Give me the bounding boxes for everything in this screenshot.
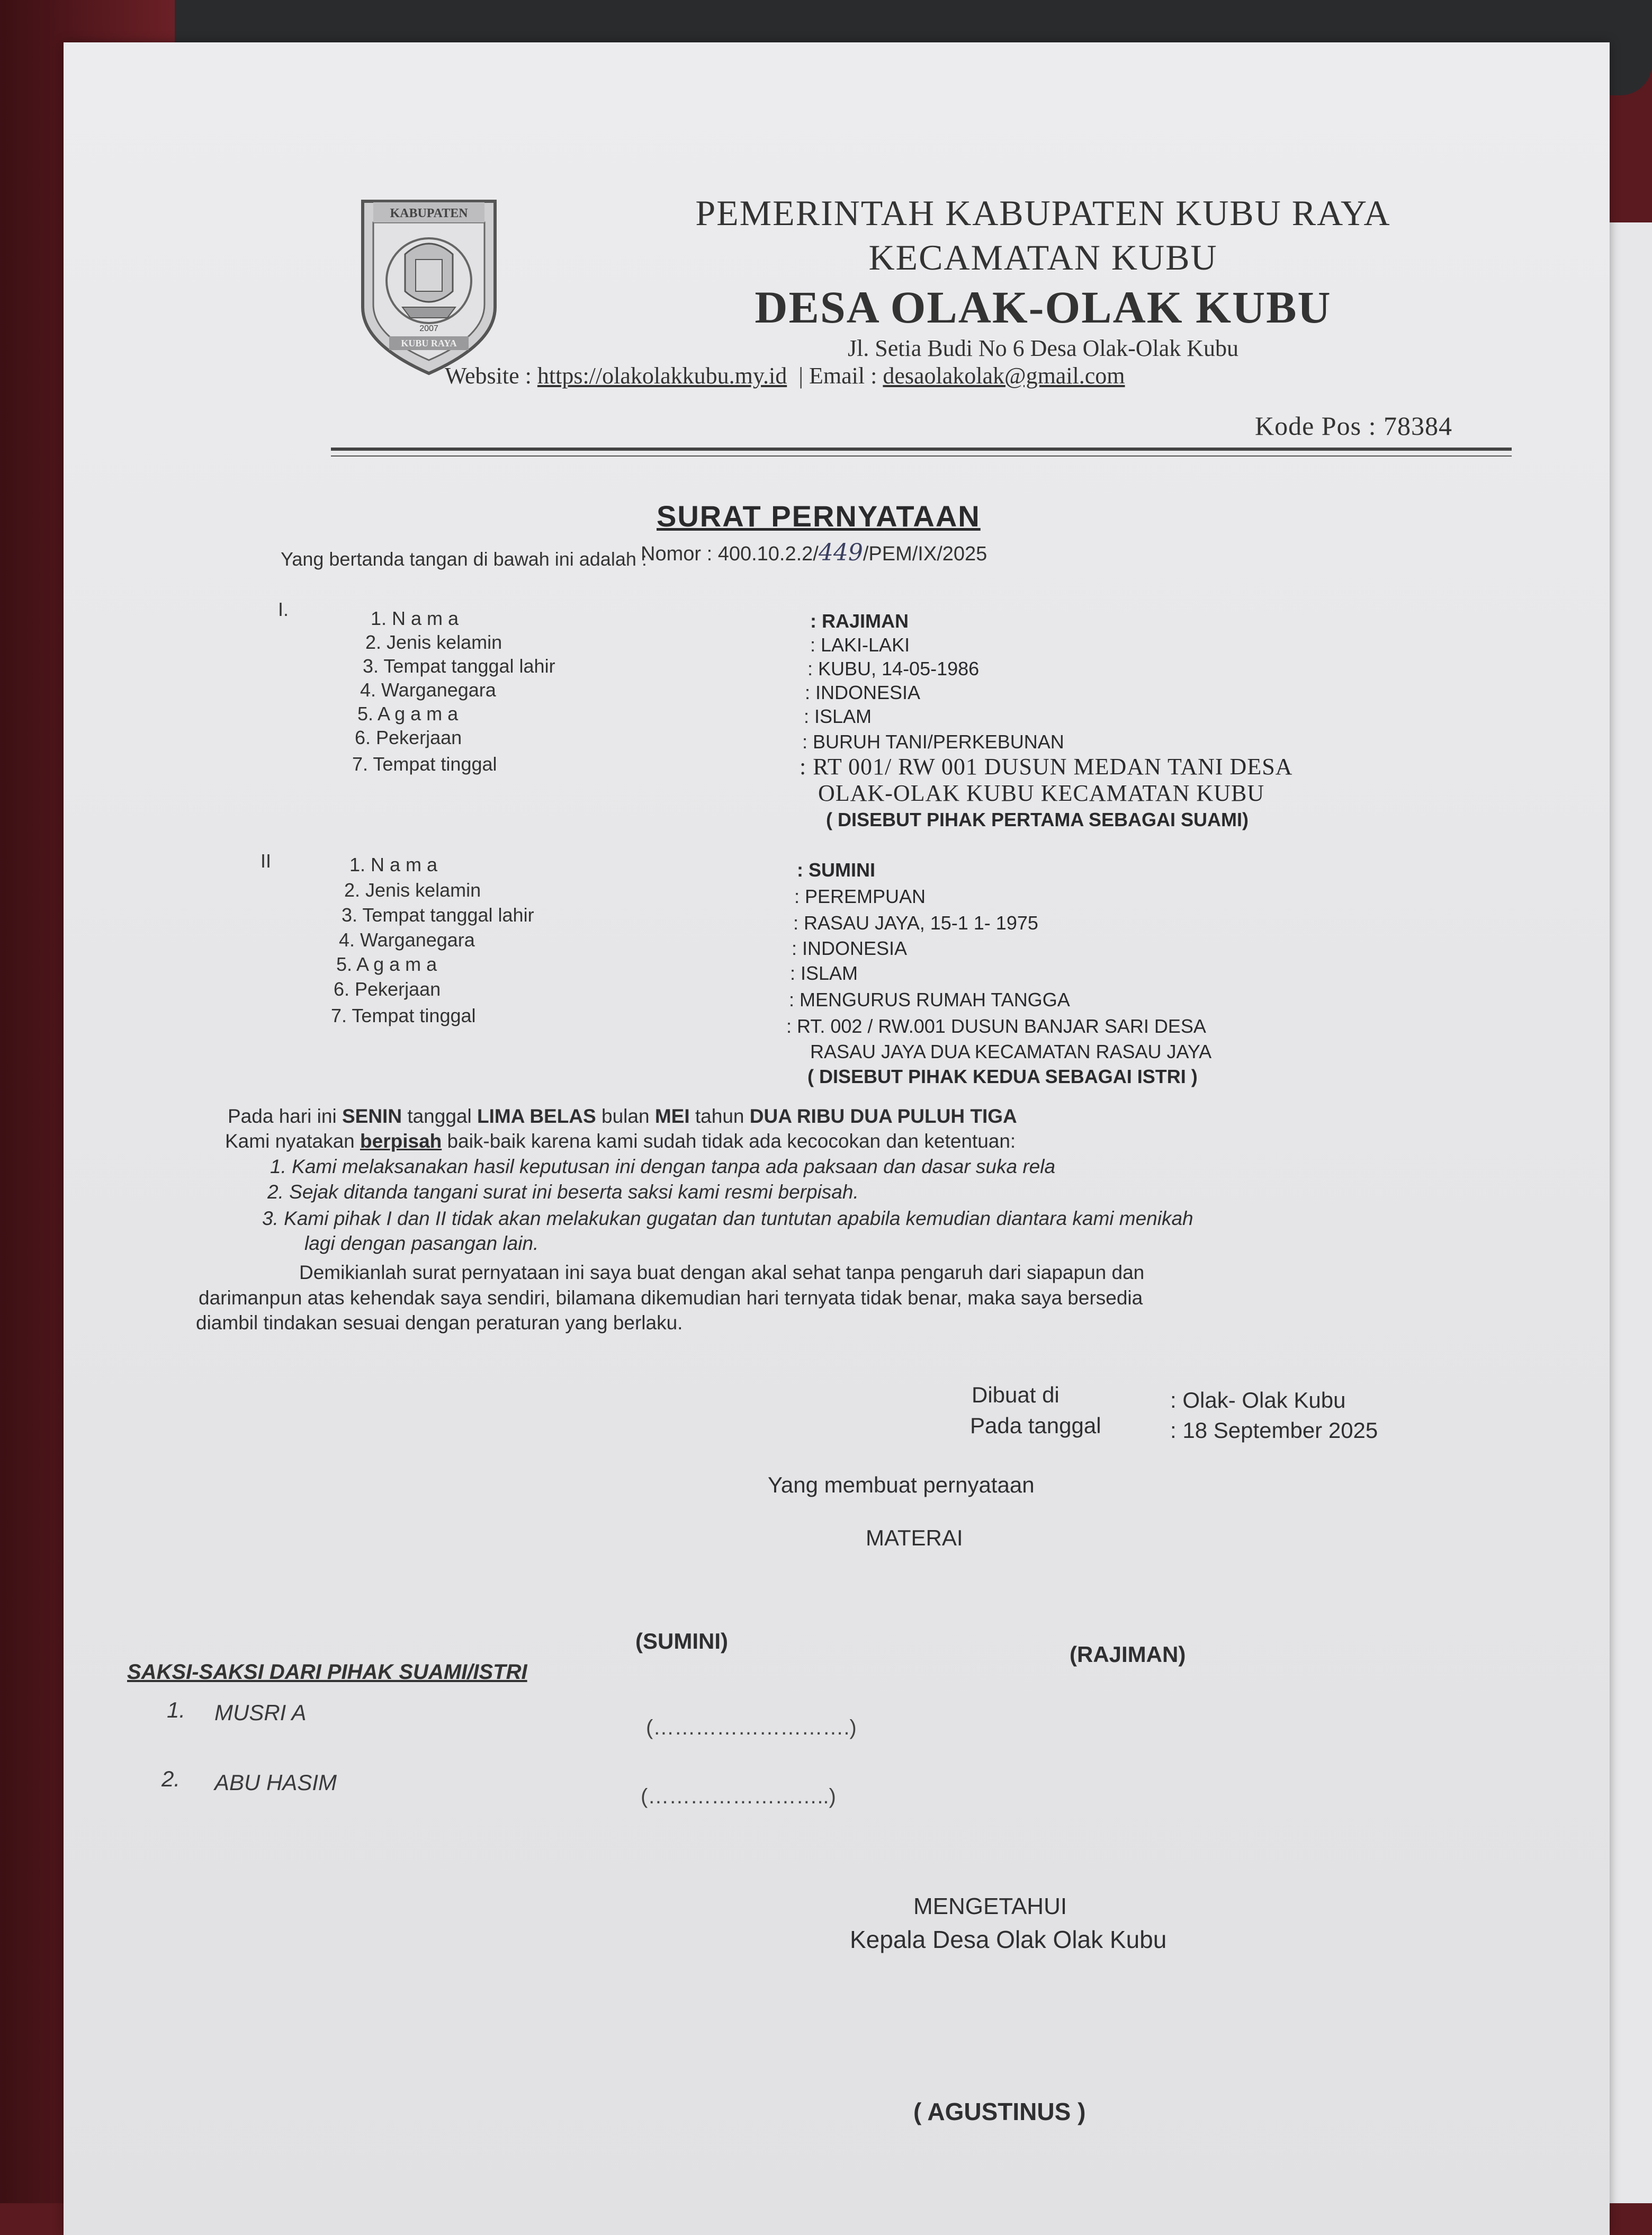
party1-address-cont: OLAK-OLAK KUBU KECAMATAN KUBU (818, 780, 1265, 806)
party1-label-religion: 5. A g a m a (357, 703, 459, 725)
letterhead-contact (434, 362, 1652, 390)
witness-2-number: 2. (161, 1766, 181, 1791)
party1-label-citizenship: 4. Warganegara (360, 679, 496, 701)
witnesses-heading: SAKSI-SAKSI DARI PIHAK SUAMI/ISTRI (127, 1660, 527, 1684)
text: baik-baik karena kami sudah tidak ada kecocokan dan ketentuan: (442, 1130, 1016, 1152)
party2-address-cont: RASAU JAYA DUA KECAMATAN RASAU JAYA (810, 1041, 1212, 1062)
party2-numeral: II (261, 850, 272, 872)
agreement-item-3-cont: lagi dengan pasangan lain. (304, 1232, 539, 1254)
party1-numeral: I. (278, 598, 289, 620)
background-paper-stack (1610, 222, 1652, 2203)
party1-gender: : LAKI-LAKI (810, 634, 910, 656)
separation-keyword: berpisah (360, 1130, 442, 1152)
party1-name: : RAJIMAN (810, 610, 909, 632)
document-title: SURAT PERNYATAAN (657, 499, 981, 533)
party2-address: : RT. 002 / RW.001 DUSUN BANJAR SARI DESA (786, 1015, 1206, 1037)
party1-birth: : KUBU, 14-05-1986 (807, 658, 980, 680)
witness-1-name: MUSRI A (214, 1700, 307, 1725)
party1-label-address: 7. Tempat tinggal (352, 753, 497, 775)
date-words: LIMA BELAS (477, 1105, 596, 1127)
letterhead-rule-thin (331, 455, 1512, 457)
party1-designation: ( DISEBUT PIHAK PERTAMA SEBAGAI SUAMI) (826, 809, 1249, 830)
party1-label-occupation: 6. Pekerjaan (355, 727, 462, 748)
party1-label-birth: 3. Tempat tanggal lahir (363, 655, 555, 677)
party2-citizenship: : INDONESIA (792, 937, 908, 959)
stamp-placeholder: MATERAI (866, 1525, 963, 1550)
text: tahun (689, 1105, 750, 1127)
intro-text: Yang bertanda tangan di bawah ini adalah : (281, 548, 647, 570)
place-value: : Olak- Olak Kubu (1170, 1388, 1346, 1412)
closing-line-2: darimanpun atas kehendak saya sendiri, bilamana dikemudian hari ternyata tidak benar, maka saya bersedia (199, 1287, 1143, 1309)
party2-religion: : ISLAM (790, 962, 858, 984)
document (64, 42, 1610, 2235)
day-date-statement (228, 1104, 1017, 1129)
party2-label-name: 1. N a m a (349, 854, 438, 875)
party2-designation: ( DISEBUT PIHAK KEDUA SEBAGAI ISTRI ) (807, 1066, 1198, 1087)
party2-label-gender: 2. Jenis kelamin (344, 879, 481, 901)
date-label: Pada tanggal (970, 1413, 1101, 1438)
witness-2-signature-line: (……………………..) (641, 1785, 836, 1808)
website-link[interactable]: https://olakolakkubu.my.id (537, 363, 787, 389)
text: Kami nyatakan (225, 1130, 361, 1152)
text: Pada hari ini (228, 1105, 342, 1127)
signatory-husband: (RAJIMAN) (1070, 1642, 1186, 1667)
village-head-title: Kepala Desa Olak Olak Kubu (850, 1926, 1167, 1953)
letterhead-district: KECAMATAN KUBU (868, 237, 1218, 278)
party1-occupation: : BURUH TANI/PERKEBUNAN (802, 731, 1064, 753)
party2-label-citizenship: 4. Warganegara (339, 929, 475, 951)
party1-religion: : ISLAM (804, 705, 872, 727)
text: bulan (596, 1105, 655, 1127)
witness-1-number: 1. (167, 1697, 186, 1722)
party2-label-birth: 3. Tempat tanggal lahir (342, 904, 534, 926)
letterhead-address: Jl. Setia Budi No 6 Desa Olak-Olak Kubu (847, 335, 1239, 361)
number-handwritten: 449 (818, 539, 863, 566)
party1-address: : RT 001/ RW 001 DUSUN MEDAN TANI DESA (800, 754, 1293, 780)
party1-citizenship: : INDONESIA (805, 682, 921, 703)
party2-occupation: : MENGURUS RUMAH TANGGA (789, 989, 1070, 1011)
agreement-item-1: 1. Kami melaksanakan hasil keputusan ini dengan tanpa ada paksaan dan dasar suka rela (270, 1156, 1056, 1177)
document-number (641, 539, 987, 566)
number-suffix: /PEM/IX/2025 (863, 543, 987, 565)
witness-2-name: ABU HASIM (214, 1770, 337, 1795)
date-value: : 18 September 2025 (1170, 1418, 1378, 1443)
postal-code: Kode Pos : 78384 (1255, 411, 1452, 441)
party2-label-occupation: 6. Pekerjaan (334, 978, 441, 1000)
letterhead (434, 191, 1652, 390)
party1-label-name: 1. N a m a (371, 607, 459, 629)
place-label: Dibuat di (972, 1382, 1060, 1407)
witness-1-signature-line: (……………………….) (646, 1716, 857, 1739)
closing-line-1: Demikianlah surat pernyataan ini saya buat dengan akal sehat tanpa pengaruh dari siapapun dan (299, 1262, 1145, 1283)
month-name: MEI (654, 1105, 690, 1127)
party2-gender: : PEREMPUAN (794, 886, 926, 907)
party2-birth: : RASAU JAYA, 15-1 1- 1975 (793, 912, 1038, 934)
party2-name: : SUMINI (797, 859, 875, 881)
text: tanggal (402, 1105, 477, 1127)
email-label: | Email : (798, 363, 877, 389)
closing-line-3: diambil tindakan sesuai dengan peraturan yang berlaku. (196, 1312, 683, 1334)
party2-label-address: 7. Tempat tinggal (331, 1005, 476, 1026)
agreement-item-3: 3. Kami pihak I dan II tidak akan melakukan gugatan dan tuntutan apabila kemudian diantara kami menikah (262, 1208, 1193, 1229)
logo-year: 2007 (419, 324, 438, 333)
email-link[interactable]: desaolakolak@gmail.com (883, 363, 1125, 389)
day-name: SENIN (342, 1105, 402, 1127)
website-label: Website : (445, 363, 532, 389)
year-words: DUA RIBU DUA PULUH TIGA (749, 1105, 1017, 1127)
logo-top-text: KABUPATEN (390, 207, 468, 220)
party2-label-religion: 5. A g a m a (336, 953, 437, 975)
number-prefix: Nomor : 400.10.2.2/ (641, 543, 819, 565)
paper-sheet (64, 42, 1610, 2235)
party1-label-gender: 2. Jenis kelamin (365, 631, 502, 653)
logo-bottom-text: KUBU RAYA (401, 338, 457, 348)
separation-statement (225, 1129, 1016, 1154)
letterhead-village: DESA OLAK-OLAK KUBU (755, 282, 1332, 333)
letterhead-rule-thick (331, 448, 1512, 451)
agreement-item-2: 2. Sejak ditanda tangani surat ini beserta saksi kami resmi berpisah. (267, 1181, 859, 1203)
letterhead-government: PEMERINTAH KABUPATEN KUBU RAYA (695, 193, 1391, 233)
acknowledged-label: MENGETAHUI (913, 1893, 1067, 1919)
village-head-name: ( AGUSTINUS ) (913, 2098, 1086, 2125)
signatory-wife: (SUMINI) (635, 1629, 728, 1653)
statement-maker-label: Yang membuat pernyataan (768, 1472, 1035, 1497)
